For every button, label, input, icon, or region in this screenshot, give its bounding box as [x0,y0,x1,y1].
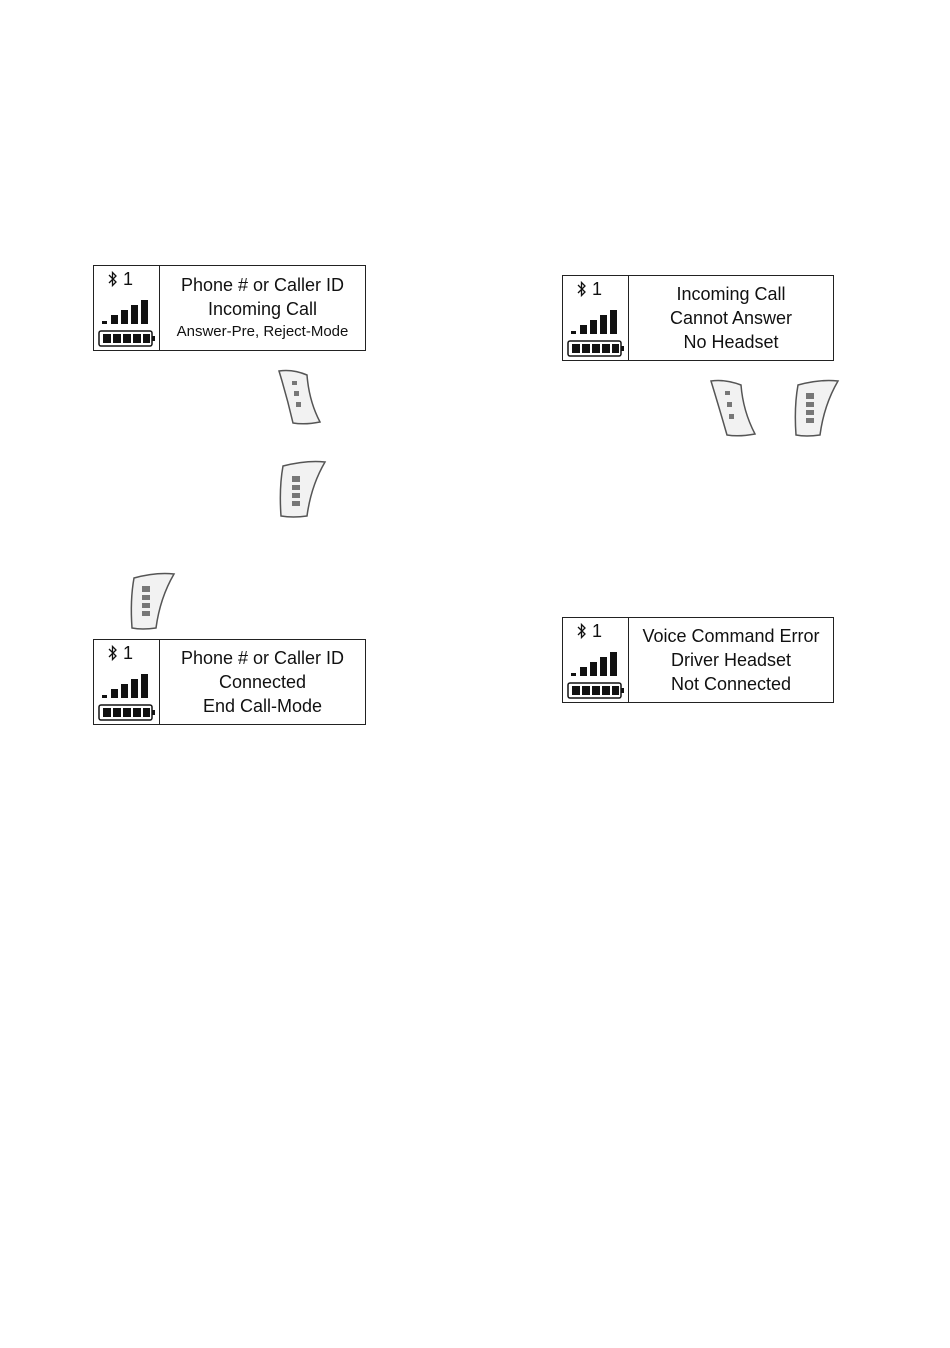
battery-icon [98,330,156,347]
lcd-line-1: Phone # or Caller ID [180,275,345,295]
status-panel [563,276,629,360]
bluetooth-indicator [577,279,602,299]
lcd-voice-command-error [562,617,834,703]
lcd-line-1: Voice Command Error [642,626,820,646]
bluetooth-indicator [577,621,602,641]
battery-icon [98,704,156,721]
pre-key-icon [707,377,759,439]
mode-key-icon [277,458,329,520]
signal-strength-icon [101,296,157,326]
lcd-message [629,618,833,702]
lcd-message [629,276,833,360]
signal-strength-icon [101,670,157,700]
bluetooth-icon [577,622,587,640]
lcd-line-3: Answer-Pre, Reject-Mode [176,323,349,340]
mode-key-icon [128,570,178,632]
bluetooth-icon [577,280,587,298]
signal-strength-icon [570,648,626,678]
lcd-connected [93,639,366,725]
lcd-line-2: Connected [218,672,307,692]
lcd-line-2: Driver Headset [670,650,792,670]
mode-key-icon [792,377,842,439]
bluetooth-indicator [108,269,133,289]
bluetooth-channel: 1 [592,621,603,641]
status-panel [94,266,160,350]
lcd-message [160,266,365,350]
lcd-incoming-call [93,265,366,351]
lcd-line-2: Incoming Call [207,299,318,319]
lcd-message [160,640,365,724]
lcd-line-3: End Call-Mode [202,696,323,716]
lcd-line-3: No Headset [683,332,779,352]
bluetooth-indicator [108,643,133,663]
lcd-line-1: Incoming Call [676,284,786,304]
status-panel [94,640,160,724]
battery-icon [567,682,625,699]
bluetooth-icon [108,270,118,288]
bluetooth-icon [108,644,118,662]
status-panel [563,618,629,702]
pre-key-icon [275,367,325,427]
lcd-line-2: Cannot Answer [669,308,793,328]
battery-icon [567,340,625,357]
bluetooth-channel: 1 [123,269,134,289]
lcd-cannot-answer [562,275,834,361]
lcd-line-1: Phone # or Caller ID [180,648,345,668]
bluetooth-channel: 1 [123,643,134,663]
lcd-line-3: Not Connected [670,674,792,694]
signal-strength-icon [570,306,626,336]
bluetooth-channel: 1 [592,279,603,299]
